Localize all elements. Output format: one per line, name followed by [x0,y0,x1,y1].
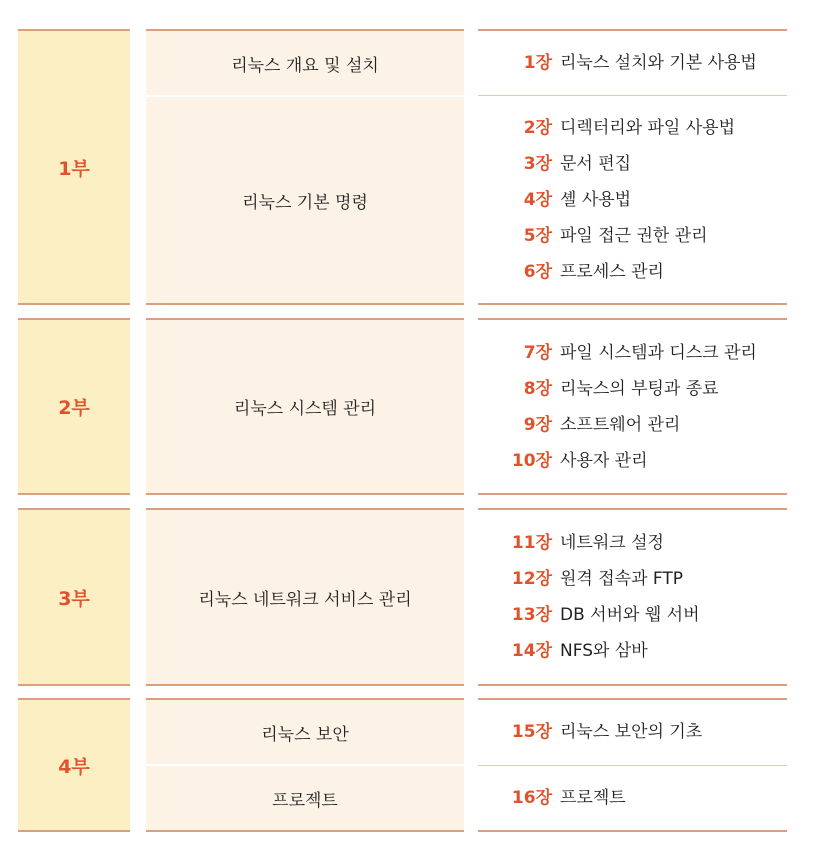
chapter-item [498,45,787,81]
chapter-number: 10장 [511,450,552,471]
chapter-item [498,407,787,443]
chapter-item [498,443,787,479]
topic-cell [146,95,464,303]
topic-cell [146,764,464,830]
chapter-item [498,780,787,816]
topic-label: 리눅스 개요 및 설치 [231,55,379,76]
topic-cell [146,700,464,764]
chapter-item [498,254,787,290]
part-label: 2부 [58,397,90,419]
topic-label: 프로젝트 [272,790,338,811]
chapter-title: 네트워크 설정 [560,533,664,553]
chapter-title: 리눅스의 부팅과 종료 [560,378,719,399]
topic-cell [146,31,464,95]
part-4-topics [146,698,464,832]
chapter-item [498,633,787,669]
chapter-group [478,765,787,831]
part-4-chapters [478,698,787,832]
chapter-item [498,525,787,561]
topic-cell [146,320,464,493]
part-3-row [0,508,814,686]
chapter-number: 5장 [523,225,552,246]
part-3-cell [18,508,130,686]
topic-cell [146,510,464,684]
chapter-title: 원격 접속과 FTP [560,569,684,589]
part-2-chapters [478,318,787,495]
chapter-title: NFS와 삼바 [560,641,648,661]
part-label: 3부 [58,587,90,610]
part-4-row [0,698,814,832]
chapter-group [478,320,787,493]
chapter-title: 리눅스 보안의 기초 [560,722,703,743]
topic-label: 리눅스 보안 [261,724,349,745]
chapter-number: 14장 [511,641,552,661]
chapter-title: 프로젝트 [560,787,626,808]
chapter-title: 리눅스 설치와 기본 사용법 [560,53,757,73]
chapter-group [478,700,787,765]
chapter-title: 문서 편집 [560,153,632,174]
topic-label: 리눅스 시스템 관리 [233,399,377,419]
chapter-number: 13장 [511,605,552,625]
chapter-title: 디렉터리와 파일 사용법 [560,117,736,138]
part-2-row [0,318,814,495]
part-1-row [0,29,814,305]
part-3-chapters [478,508,787,686]
part-1-chapters [478,29,787,305]
chapter-item [498,110,787,146]
chapter-title: 소프트웨어 관리 [560,414,681,435]
chapter-number: 2장 [523,117,552,138]
part-1-cell [18,29,130,305]
topic-label: 리눅스 네트워크 서비스 관리 [198,589,412,610]
chapter-title: 셸 사용법 [560,189,632,210]
part-1-topics [146,29,464,305]
part-label: 1부 [58,157,90,180]
part-2-topics [146,318,464,495]
part-4-cell [18,698,130,832]
chapter-number: 6장 [523,261,552,282]
part-2-cell [18,318,130,495]
chapter-title: 사용자 관리 [560,450,648,471]
chapter-group [478,31,787,95]
chapter-item [498,146,787,182]
chapter-number: 1장 [523,53,552,73]
chapter-group [478,510,787,684]
chapter-number: 9장 [523,414,552,435]
chapter-title: DB 서버와 웹 서버 [560,605,700,625]
chapter-title: 파일 시스템과 디스크 관리 [560,342,757,363]
chapter-group [478,95,787,303]
part-label: 4부 [58,755,90,778]
chapter-item [498,182,787,218]
chapter-number: 16장 [511,787,552,808]
topic-label: 리눅스 기본 명령 [242,192,368,213]
chapter-title: 파일 접근 권한 관리 [560,225,708,246]
chapter-number: 7장 [523,342,552,363]
chapter-item [498,561,787,597]
chapter-number: 8장 [523,378,552,399]
part-3-topics [146,508,464,686]
chapter-item [498,714,787,750]
chapter-item [498,218,787,254]
chapter-number: 12장 [511,569,552,589]
chapter-item [498,335,787,371]
chapter-title: 프로세스 관리 [560,261,664,282]
chapter-number: 15장 [511,722,552,743]
chapter-item [498,371,787,407]
chapter-number: 4장 [523,189,552,210]
chapter-number: 11장 [511,533,552,553]
chapter-item [498,597,787,633]
chapter-number: 3장 [523,153,552,174]
